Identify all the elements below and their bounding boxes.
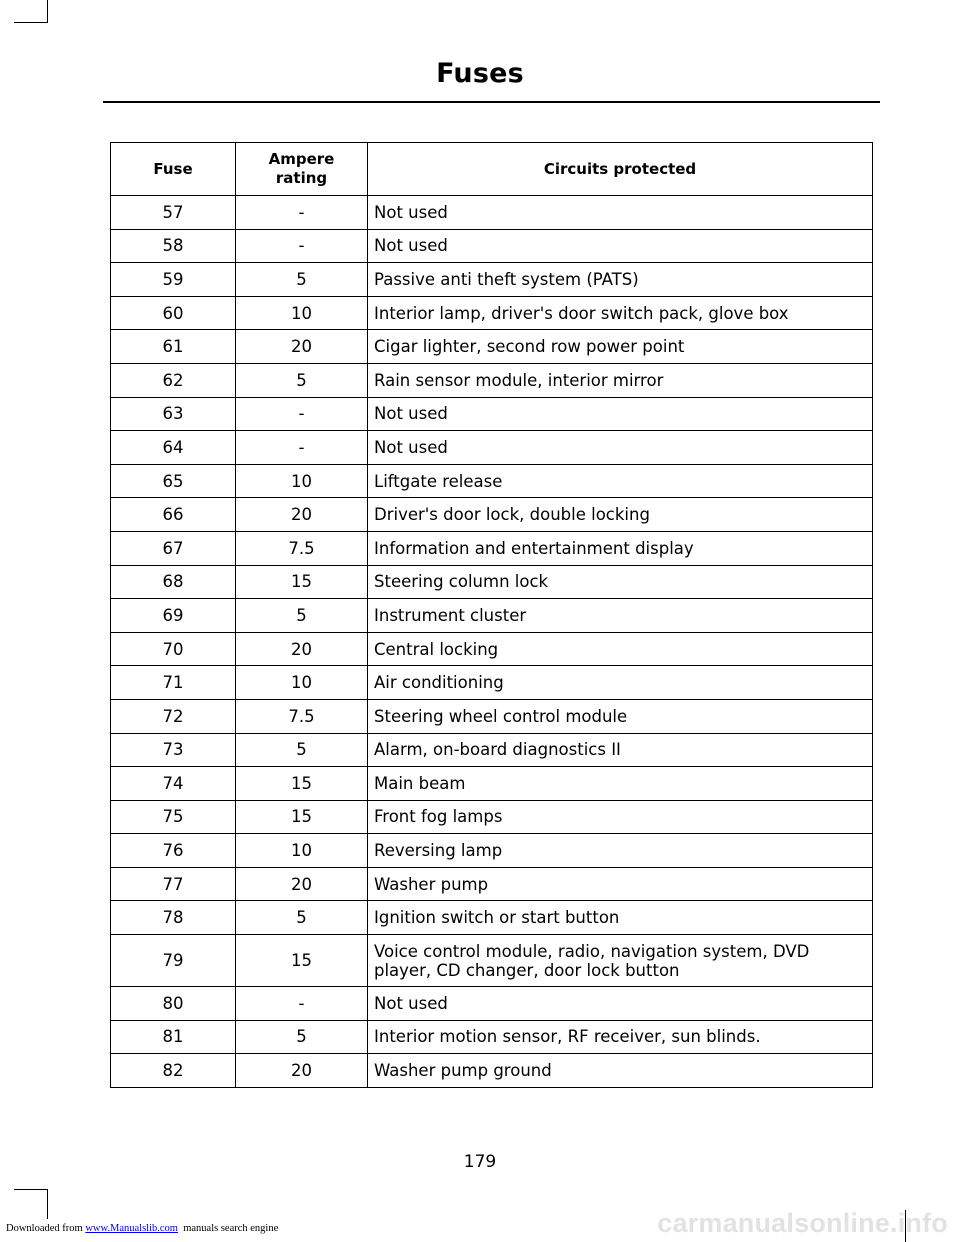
cell-circuits: Not used (368, 196, 873, 230)
cell-fuse: 74 (111, 767, 236, 801)
page-title: Fuses (436, 58, 524, 89)
header-fuse: Fuse (111, 143, 236, 196)
header-ampere-rating-label: Ampere rating (268, 150, 335, 187)
table-row (111, 599, 873, 633)
cell-fuse: 71 (111, 666, 236, 700)
cell-fuse: 57 (111, 196, 236, 230)
table-row (111, 901, 873, 935)
cell-ampere: 20 (236, 632, 368, 666)
table-row (111, 196, 873, 230)
cell-circuits: Liftgate release (368, 464, 873, 498)
cell-circuits: Voice control module, radio, navigation system, DVD player, CD changer, door lock button (368, 935, 873, 987)
cell-ampere: 5 (236, 901, 368, 935)
table-row (111, 431, 873, 465)
cell-fuse: 80 (111, 987, 236, 1021)
cell-fuse: 64 (111, 431, 236, 465)
cell-circuits: Front fog lamps (368, 800, 873, 834)
cell-fuse: 63 (111, 397, 236, 431)
cell-ampere: 7.5 (236, 531, 368, 565)
cell-ampere: 5 (236, 363, 368, 397)
table-row (111, 867, 873, 901)
cell-ampere: 20 (236, 498, 368, 532)
page-number: 179 (463, 1152, 497, 1172)
table-row (111, 666, 873, 700)
cell-circuits: Alarm, on-board diagnostics II (368, 733, 873, 767)
cell-fuse: 77 (111, 867, 236, 901)
crop-mark-bottom-left-vertical (47, 1189, 48, 1219)
cell-circuits: Not used (368, 987, 873, 1021)
cell-fuse: 66 (111, 498, 236, 532)
fuse-table (110, 142, 873, 1088)
cell-circuits: Information and entertainment display (368, 531, 873, 565)
cell-ampere: - (236, 229, 368, 263)
cell-ampere: 15 (236, 565, 368, 599)
cell-fuse: 73 (111, 733, 236, 767)
cell-fuse: 59 (111, 263, 236, 297)
table-row (111, 935, 873, 987)
table-header-row (111, 143, 873, 196)
cell-fuse: 67 (111, 531, 236, 565)
table-row (111, 296, 873, 330)
cell-circuits: Steering column lock (368, 565, 873, 599)
cell-circuits: Central locking (368, 632, 873, 666)
table-row (111, 834, 873, 868)
cell-fuse: 76 (111, 834, 236, 868)
cell-ampere: 7.5 (236, 699, 368, 733)
table-row (111, 1054, 873, 1088)
cell-circuits: Passive anti theft system (PATS) (368, 263, 873, 297)
cell-fuse: 79 (111, 935, 236, 987)
cell-ampere: 20 (236, 867, 368, 901)
cell-circuits: Ignition switch or start button (368, 901, 873, 935)
cell-ampere: - (236, 987, 368, 1021)
cell-circuits: Interior motion sensor, RF receiver, sun blinds. (368, 1020, 873, 1054)
cell-fuse: 82 (111, 1054, 236, 1088)
cell-ampere: 5 (236, 599, 368, 633)
table-row (111, 498, 873, 532)
cell-fuse: 75 (111, 800, 236, 834)
cell-fuse: 78 (111, 901, 236, 935)
cell-circuits: Instrument cluster (368, 599, 873, 633)
cell-fuse: 68 (111, 565, 236, 599)
cell-circuits: Washer pump ground (368, 1054, 873, 1088)
cell-circuits: Not used (368, 229, 873, 263)
table-row (111, 632, 873, 666)
footer-prefix: Downloaded from (6, 1223, 86, 1234)
cell-ampere: 15 (236, 767, 368, 801)
cell-circuits: Reversing lamp (368, 834, 873, 868)
table-row (111, 397, 873, 431)
table-row (111, 800, 873, 834)
footer-suffix: manuals search engine (183, 1223, 279, 1234)
table-row (111, 263, 873, 297)
table-row (111, 229, 873, 263)
header-circuits-protected: Circuits protected (368, 143, 873, 196)
cell-circuits: Not used (368, 431, 873, 465)
cell-ampere: 15 (236, 935, 368, 987)
cell-circuits: Steering wheel control module (368, 699, 873, 733)
cell-circuits: Air conditioning (368, 666, 873, 700)
table-row (111, 699, 873, 733)
watermark: carmanualsonline.info (657, 1208, 948, 1238)
cell-ampere: - (236, 397, 368, 431)
cell-ampere: 5 (236, 1020, 368, 1054)
cell-circuits: Rain sensor module, interior mirror (368, 363, 873, 397)
cell-ampere: - (236, 431, 368, 465)
table-row (111, 1020, 873, 1054)
table-row (111, 363, 873, 397)
cell-fuse: 65 (111, 464, 236, 498)
cell-fuse: 69 (111, 599, 236, 633)
cell-ampere: 20 (236, 330, 368, 364)
cell-circuits: Interior lamp, driver's door switch pack, glove box (368, 296, 873, 330)
fuse-table-body (111, 196, 873, 1088)
table-row (111, 987, 873, 1021)
table-row (111, 531, 873, 565)
table-row (111, 767, 873, 801)
cell-circuits: Not used (368, 397, 873, 431)
table-row (111, 330, 873, 364)
footer (6, 1223, 278, 1234)
cell-circuits: Washer pump (368, 867, 873, 901)
cell-circuits: Main beam (368, 767, 873, 801)
cell-ampere: 10 (236, 834, 368, 868)
crop-mark-bottom-left-horizontal (14, 1189, 48, 1190)
cell-fuse: 72 (111, 699, 236, 733)
cell-ampere: - (236, 196, 368, 230)
header-rule (103, 101, 880, 103)
cell-ampere: 10 (236, 296, 368, 330)
crop-mark-top-left-horizontal (14, 22, 48, 23)
cell-fuse: 70 (111, 632, 236, 666)
cell-fuse: 62 (111, 363, 236, 397)
cell-fuse: 60 (111, 296, 236, 330)
table-row (111, 733, 873, 767)
cell-ampere: 10 (236, 666, 368, 700)
cell-ampere: 20 (236, 1054, 368, 1088)
table-row (111, 464, 873, 498)
cell-ampere: 15 (236, 800, 368, 834)
cell-ampere: 10 (236, 464, 368, 498)
cell-ampere: 5 (236, 733, 368, 767)
footer-link[interactable]: www.Manualslib.com (85, 1223, 178, 1234)
cell-ampere: 5 (236, 263, 368, 297)
cell-circuits: Cigar lighter, second row power point (368, 330, 873, 364)
table-row (111, 565, 873, 599)
cell-fuse: 61 (111, 330, 236, 364)
crop-mark-top-left-vertical (47, 0, 48, 23)
cell-fuse: 58 (111, 229, 236, 263)
cell-fuse: 81 (111, 1020, 236, 1054)
header-ampere-rating (236, 143, 368, 196)
cell-circuits: Driver's door lock, double locking (368, 498, 873, 532)
